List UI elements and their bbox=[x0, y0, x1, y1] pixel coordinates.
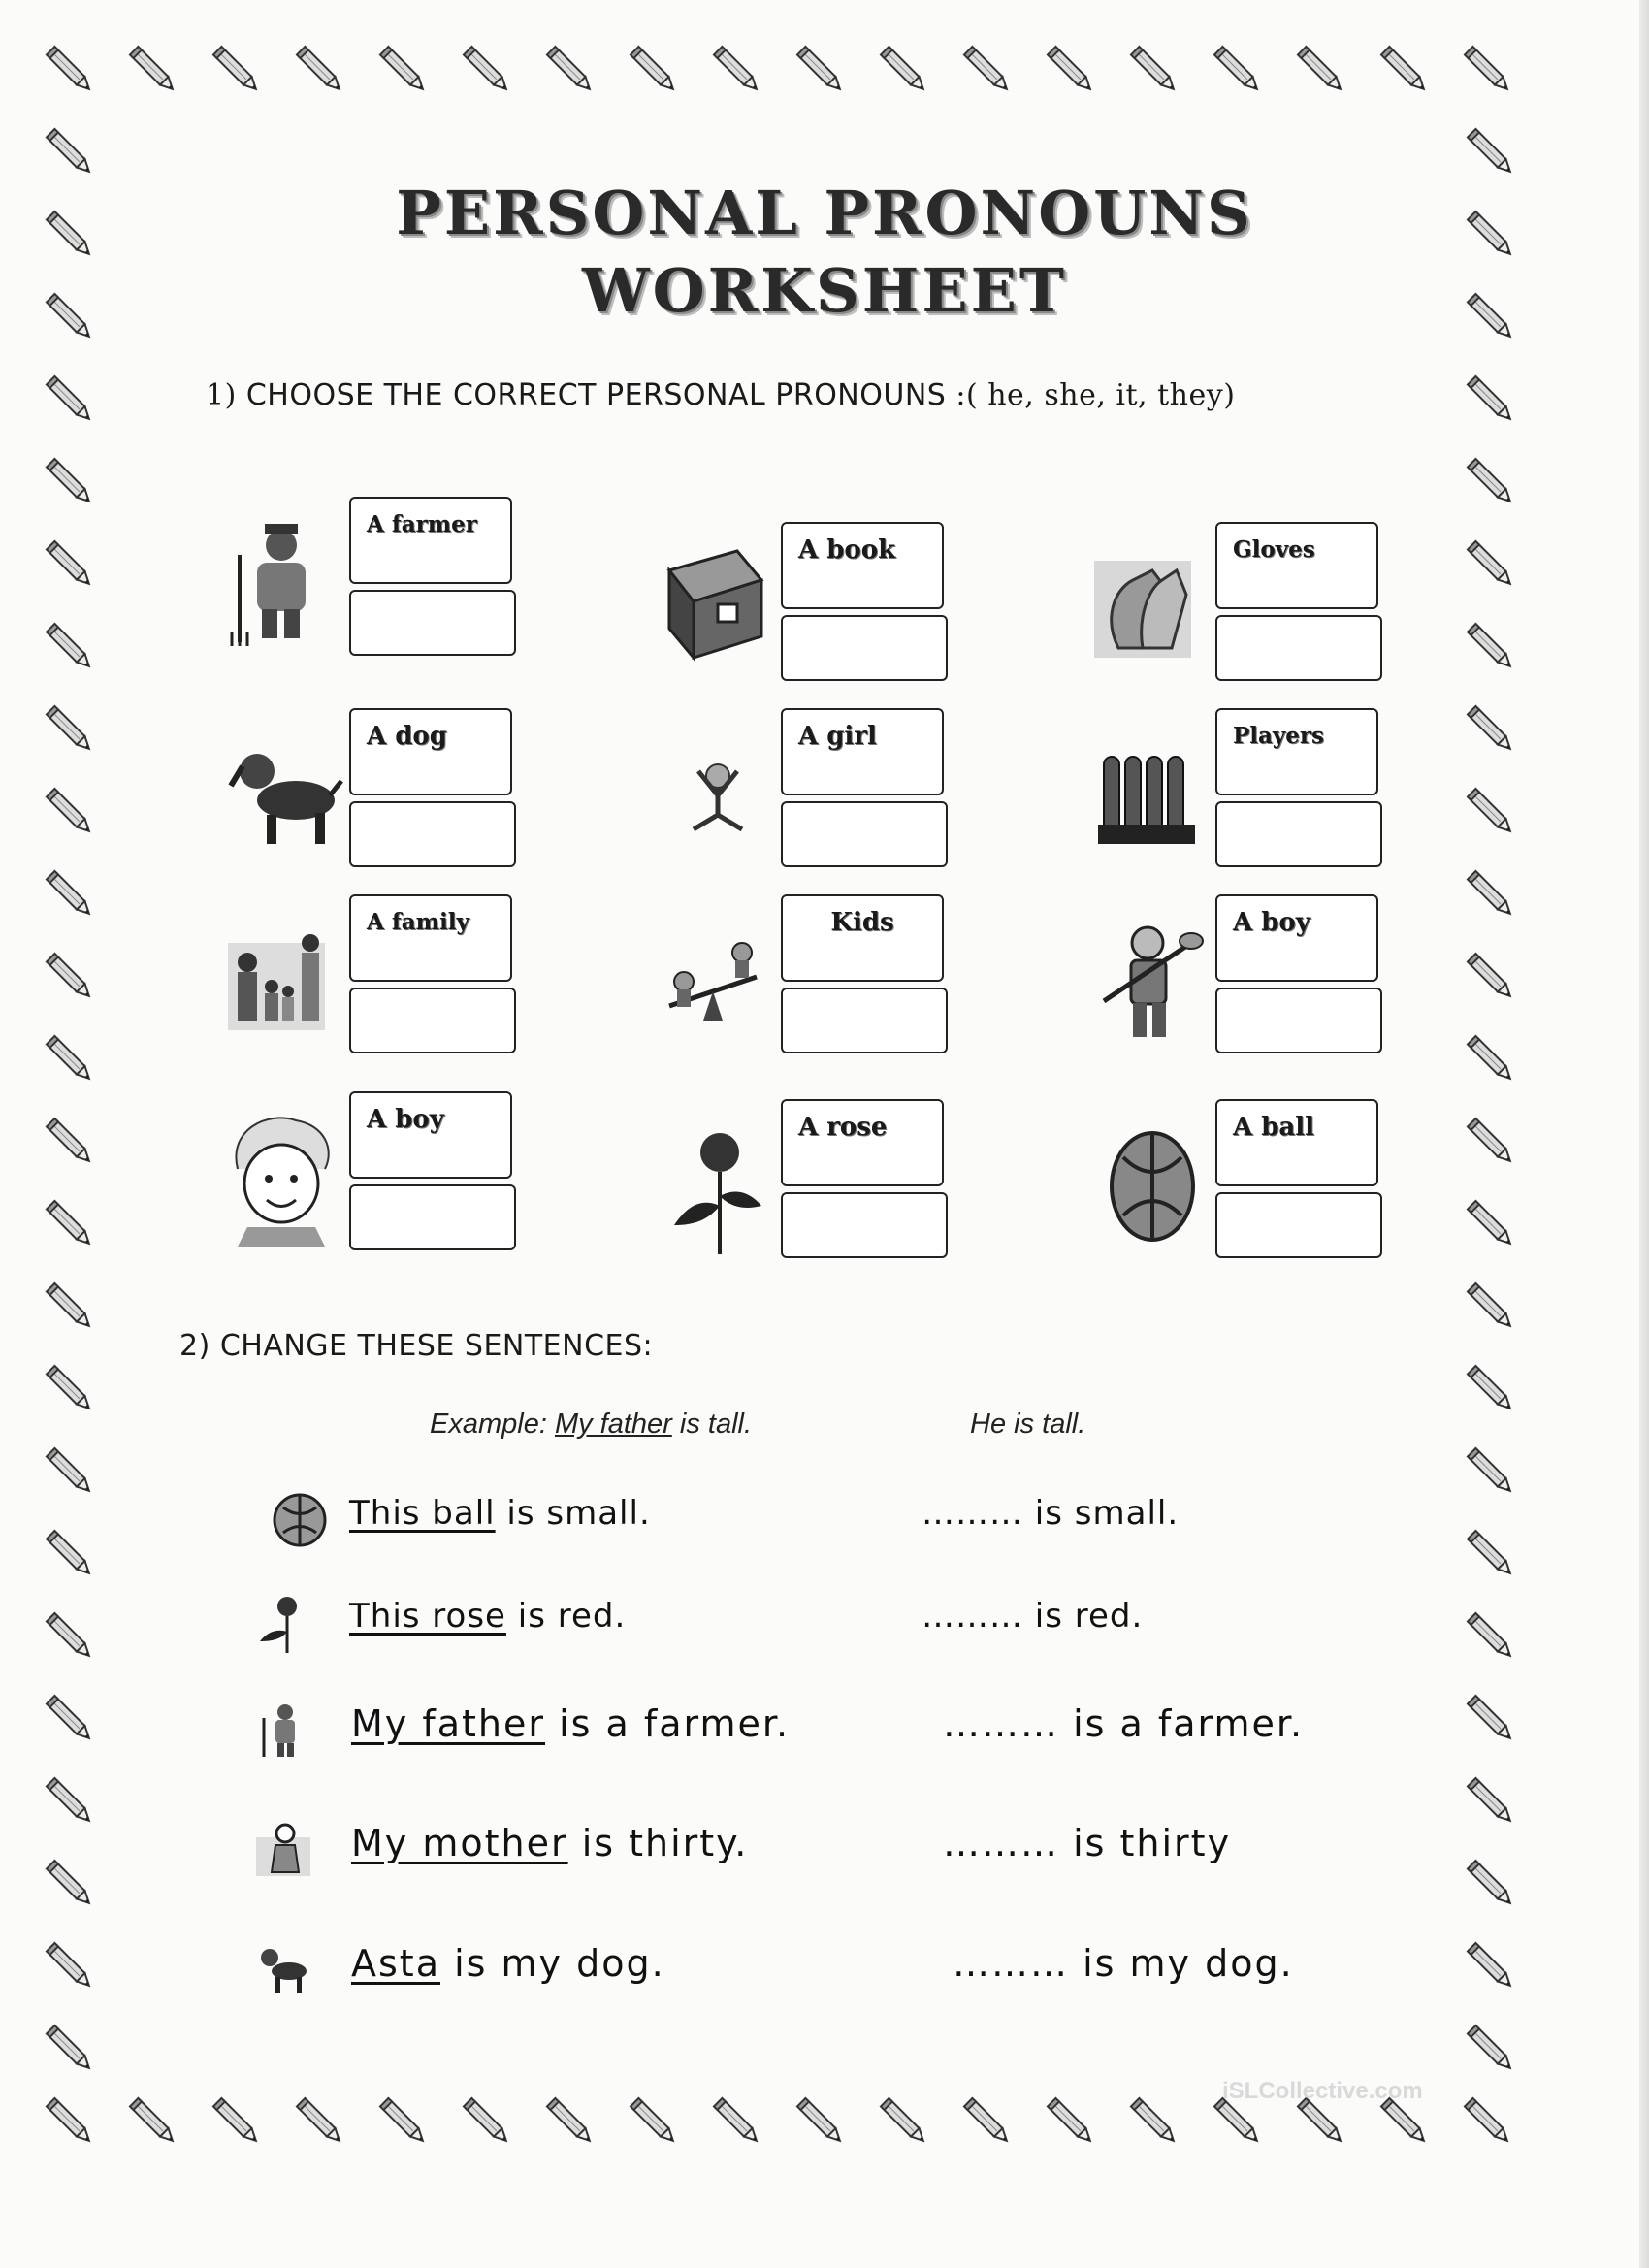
pencil-icon bbox=[1460, 946, 1522, 1008]
answer-box[interactable] bbox=[349, 590, 516, 656]
sentence-subject: This rose bbox=[349, 1597, 506, 1636]
pencil-icon bbox=[289, 2090, 351, 2153]
pencil-icon bbox=[39, 451, 101, 513]
pencil-icon bbox=[456, 39, 518, 101]
sentence-subject: This ball bbox=[349, 1494, 496, 1533]
pencil-icon bbox=[122, 2090, 184, 2153]
worksheet-title bbox=[194, 175, 1455, 330]
pencil-icon bbox=[39, 946, 101, 1008]
sentence-rest: is thirty. bbox=[567, 1822, 749, 1864]
card-dog bbox=[228, 708, 558, 892]
pencil-icon bbox=[39, 286, 101, 348]
pencil-icon bbox=[1460, 863, 1522, 925]
answer-box[interactable] bbox=[1215, 988, 1382, 1053]
pencil-icon bbox=[39, 616, 101, 678]
pencil-icon bbox=[39, 2090, 101, 2153]
word-box: A book bbox=[781, 522, 944, 609]
pencil-icon bbox=[1290, 39, 1352, 101]
section-1-heading bbox=[206, 378, 1235, 412]
card-gloves bbox=[1094, 522, 1424, 706]
girl-icon bbox=[660, 728, 776, 863]
pencil-icon bbox=[1460, 1276, 1522, 1338]
word-box: Gloves bbox=[1215, 522, 1378, 609]
pencil-icon bbox=[539, 39, 601, 101]
pencil-icon bbox=[289, 39, 351, 101]
pencil-icon bbox=[1460, 204, 1522, 266]
title-line-2: WORKSHEET bbox=[581, 255, 1068, 326]
pencil-icon bbox=[39, 1111, 101, 1173]
sentence-answer: ……… is red. bbox=[922, 1597, 1144, 1636]
pencil-icon bbox=[1460, 286, 1522, 348]
sentence-answer: ……… is my dog. bbox=[953, 1942, 1294, 1985]
card-kids bbox=[660, 894, 989, 1079]
word-box: A boy bbox=[1215, 894, 1378, 982]
pencil-icon bbox=[1040, 39, 1102, 101]
card-players bbox=[1094, 708, 1424, 892]
family-icon bbox=[228, 914, 344, 1050]
pencil-icon bbox=[1457, 39, 1519, 101]
dog-icon bbox=[228, 728, 344, 863]
book-icon bbox=[660, 541, 776, 677]
pencil-icon bbox=[1460, 1358, 1522, 1420]
pencil-icon bbox=[539, 2090, 601, 2153]
word-box: A ball bbox=[1215, 1099, 1378, 1186]
pencil-icon bbox=[1123, 39, 1185, 101]
card-girl bbox=[660, 708, 989, 892]
pencil-icon bbox=[39, 121, 101, 183]
card-boy bbox=[1094, 894, 1424, 1079]
word-box: Players bbox=[1215, 708, 1378, 795]
pencil-icon bbox=[623, 2090, 685, 2153]
answer-box[interactable] bbox=[349, 988, 516, 1053]
answer-box[interactable] bbox=[349, 801, 516, 867]
section-1-instruction: CHOOSE THE CORRECT PERSONAL PRONOUNS bbox=[245, 378, 947, 412]
scan-edge bbox=[1639, 0, 1649, 2268]
pencil-icon bbox=[1460, 534, 1522, 596]
pencil-icon bbox=[956, 2090, 1018, 2153]
card-ball bbox=[1094, 1099, 1424, 1283]
answer-box[interactable] bbox=[1215, 801, 1382, 867]
section-1-number: 1) bbox=[206, 378, 237, 412]
word-box: A girl bbox=[781, 708, 944, 795]
pencil-icon bbox=[1460, 698, 1522, 761]
pencil-icon bbox=[1460, 121, 1522, 183]
rose-icon bbox=[660, 1118, 776, 1254]
pencil-icon bbox=[39, 1358, 101, 1420]
sentence-rest: is my dog. bbox=[439, 1942, 665, 1985]
players-icon bbox=[1094, 728, 1211, 863]
pencil-icon bbox=[39, 1770, 101, 1832]
example-answer-rest: is tall. bbox=[1006, 1409, 1086, 1440]
example-sentence bbox=[430, 1409, 752, 1441]
pencil-icon bbox=[1460, 1688, 1522, 1750]
word-box: A rose bbox=[781, 1099, 944, 1186]
card-book bbox=[660, 522, 989, 706]
pencil-icon bbox=[1374, 39, 1436, 101]
pencil-icon bbox=[1460, 1770, 1522, 1832]
sentence-answer: ……… is a farmer. bbox=[943, 1702, 1305, 1745]
example-subject: My father bbox=[554, 1409, 672, 1440]
pencil-icon bbox=[39, 863, 101, 925]
sentence-answer: ……… is small. bbox=[922, 1494, 1180, 1533]
sentence bbox=[349, 1597, 626, 1636]
sentence bbox=[351, 1702, 790, 1745]
example-answer-pronoun: He bbox=[970, 1409, 1007, 1440]
pencil-icon bbox=[39, 39, 101, 101]
answer-box[interactable] bbox=[781, 615, 948, 681]
pencil-icon bbox=[39, 698, 101, 761]
pencil-icon bbox=[1460, 369, 1522, 431]
card-rose bbox=[660, 1099, 989, 1283]
sentence-subject: Asta bbox=[351, 1942, 440, 1985]
sentence bbox=[351, 1822, 748, 1864]
pencil-icon bbox=[1460, 1853, 1522, 1915]
word-box: A dog bbox=[349, 708, 512, 795]
rose-icon bbox=[254, 1593, 314, 1653]
sentence-rest: is small. bbox=[495, 1494, 651, 1533]
pencil-icon bbox=[1460, 451, 1522, 513]
pencil-icon bbox=[39, 1853, 101, 1915]
sentence-subject: My mother bbox=[351, 1822, 568, 1864]
pencil-icon bbox=[956, 39, 1018, 101]
pencil-icon bbox=[372, 39, 435, 101]
dog-icon bbox=[254, 1938, 314, 1998]
pencil-icon bbox=[873, 2090, 935, 2153]
ball-icon bbox=[1094, 1118, 1211, 1254]
kids-icon bbox=[660, 914, 776, 1050]
pencil-icon bbox=[1123, 2090, 1185, 2153]
pencil-icon bbox=[1460, 1935, 1522, 1997]
watermark: iSLCollective.com bbox=[1222, 2078, 1423, 2104]
pencil-icon bbox=[456, 2090, 518, 2153]
answer-box[interactable] bbox=[1215, 615, 1382, 681]
farmer-icon bbox=[254, 1699, 314, 1759]
pencil-icon bbox=[39, 1688, 101, 1750]
card-family bbox=[228, 894, 558, 1079]
sentence bbox=[349, 1494, 651, 1533]
card-boy-face bbox=[228, 1091, 558, 1276]
pencil-icon bbox=[790, 39, 852, 101]
pencil-icon bbox=[206, 39, 268, 101]
pencil-icon bbox=[39, 534, 101, 596]
answer-box[interactable] bbox=[1215, 1192, 1382, 1258]
pencil-icon bbox=[39, 1028, 101, 1090]
pencil-icon bbox=[39, 1441, 101, 1503]
answer-box[interactable] bbox=[781, 801, 948, 867]
mother-icon bbox=[254, 1818, 314, 1878]
section-2-heading: 2) CHANGE THESE SENTENCES: bbox=[179, 1329, 654, 1363]
pencil-icon bbox=[1460, 1028, 1522, 1090]
word-box: A farmer bbox=[349, 497, 512, 584]
pencil-icon bbox=[39, 1523, 101, 1585]
pencil-icon bbox=[39, 1193, 101, 1255]
pencil-icon bbox=[372, 2090, 435, 2153]
boy-face-icon bbox=[228, 1111, 344, 1247]
sentence bbox=[351, 1942, 665, 1985]
boy-icon bbox=[1094, 914, 1211, 1050]
pencil-icon bbox=[39, 1605, 101, 1668]
pencil-icon bbox=[39, 1276, 101, 1338]
pencil-icon bbox=[1460, 2018, 1522, 2080]
title-line-1: PERSONAL PRONOUNS bbox=[396, 178, 1253, 248]
pencil-icon bbox=[1460, 1441, 1522, 1503]
pencil-icon bbox=[1457, 2090, 1519, 2153]
farmer-icon bbox=[228, 516, 344, 652]
gloves-icon bbox=[1094, 541, 1211, 677]
pencil-icon bbox=[1460, 1605, 1522, 1668]
answer-box[interactable] bbox=[781, 1192, 948, 1258]
pencil-icon bbox=[39, 2018, 101, 2080]
answer-box[interactable] bbox=[781, 988, 948, 1053]
example-rest: is tall. bbox=[671, 1409, 753, 1440]
pencil-icon bbox=[1460, 1111, 1522, 1173]
pencil-icon bbox=[1460, 616, 1522, 678]
example-answer bbox=[970, 1409, 1085, 1441]
pencil-icon bbox=[39, 204, 101, 266]
card-farmer bbox=[228, 497, 558, 681]
pencil-icon bbox=[1460, 1523, 1522, 1585]
pencil-icon bbox=[706, 39, 768, 101]
pencil-icon bbox=[1207, 39, 1269, 101]
word-box: A boy bbox=[349, 1091, 512, 1179]
pencil-icon bbox=[623, 39, 685, 101]
pencil-icon bbox=[706, 2090, 768, 2153]
pencil-icon bbox=[122, 39, 184, 101]
pencil-icon bbox=[1040, 2090, 1102, 2153]
pencil-icon bbox=[1460, 781, 1522, 843]
pencil-icon bbox=[39, 781, 101, 843]
word-box: A family bbox=[349, 894, 512, 982]
sentence-answer: ……… is thirty bbox=[943, 1822, 1232, 1864]
pencil-icon bbox=[39, 369, 101, 431]
sentence-subject: My father bbox=[351, 1702, 546, 1745]
example-label: Example: bbox=[430, 1409, 547, 1440]
pronoun-list: :( he, she, it, they) bbox=[955, 378, 1236, 412]
sentence-rest: is a farmer. bbox=[545, 1702, 791, 1745]
pencil-icon bbox=[790, 2090, 852, 2153]
sentence-rest: is red. bbox=[505, 1597, 627, 1636]
ball-icon bbox=[270, 1490, 330, 1550]
answer-box[interactable] bbox=[349, 1184, 516, 1250]
pencil-icon bbox=[206, 2090, 268, 2153]
pencil-icon bbox=[39, 1935, 101, 1997]
word-box: Kids bbox=[781, 894, 944, 982]
pencil-icon bbox=[873, 39, 935, 101]
pencil-icon bbox=[1460, 1193, 1522, 1255]
